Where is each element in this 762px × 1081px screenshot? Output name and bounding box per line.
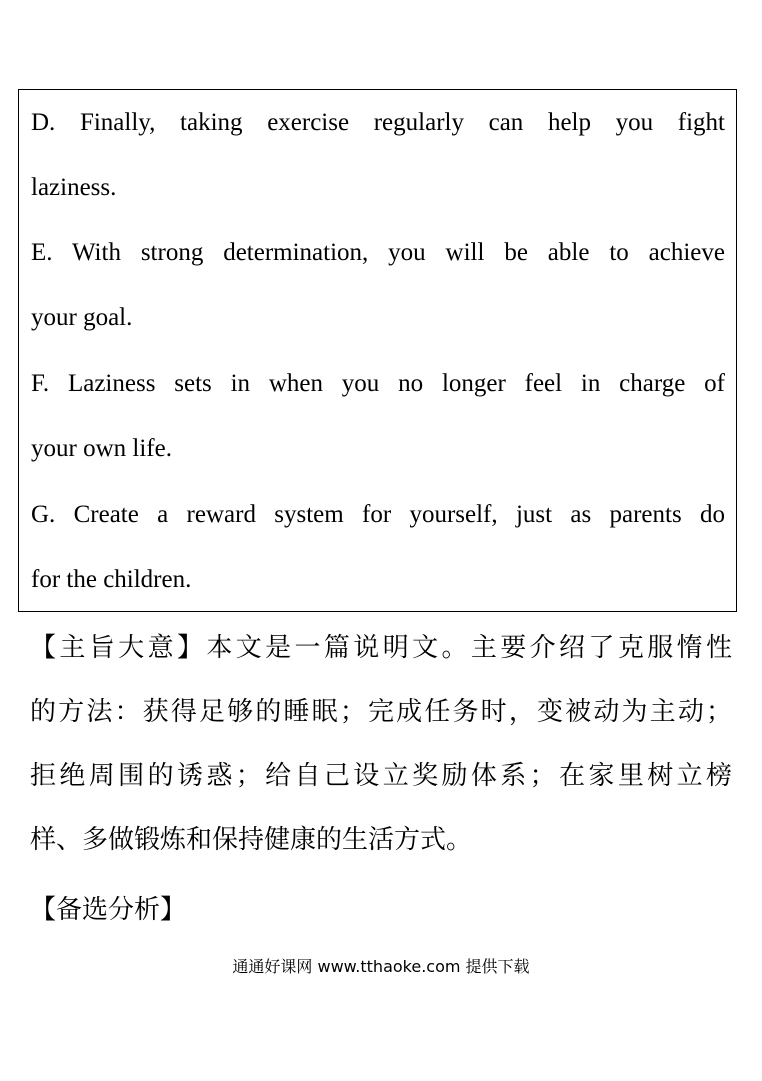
summary-line-4: 样、多做锻炼和保持健康的生活方式。 [30, 825, 473, 855]
footer-source: 通通好课网 www.tthaoke.com 提供下载 [232, 957, 530, 976]
summary-line-2: 的方法：获得足够的睡眠；完成任务时，变被动为主动； [30, 697, 732, 727]
option-g-line1: G. Create a reward system for yourself, just as parents do [31, 501, 725, 528]
summary-line-3: 拒绝周围的诱惑；给自己设立奖励体系；在家里树立榜 [30, 761, 732, 791]
analysis-heading: 【备选分析】 [30, 895, 187, 925]
option-e-line1: E. With strong determination, you will be able to achieve [31, 239, 725, 266]
option-g [31, 482, 725, 612]
option-d-line2: laziness. [31, 174, 117, 201]
option-f-line2: your own life. [31, 435, 172, 462]
option-e-line2: your goal. [31, 304, 133, 331]
main-idea-summary [30, 616, 732, 872]
option-f [31, 351, 725, 481]
option-d [31, 90, 725, 220]
option-f-line1: F. Laziness sets in when you no longer feel in charge of [31, 370, 725, 397]
option-d-line1: D. Finally, taking exercise regularly can help you fight [31, 109, 725, 136]
summary-line-1: 【主旨大意】本文是一篇说明文。主要介绍了克服惰性 [30, 633, 732, 663]
option-g-line2: for the children. [31, 566, 192, 593]
options-box [18, 89, 737, 612]
option-e [31, 220, 725, 350]
